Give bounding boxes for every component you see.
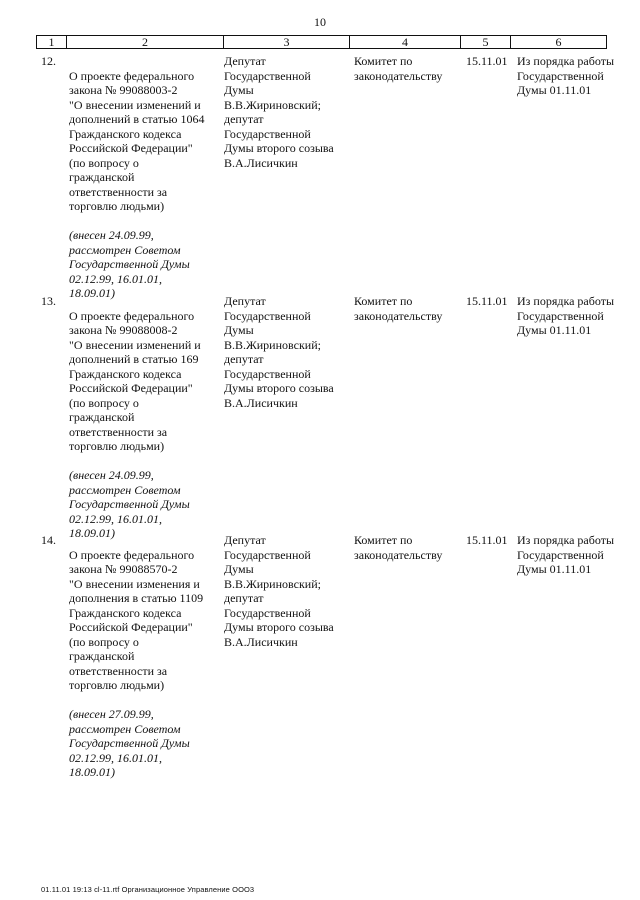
decision: Из порядка работы Государственной Думы 01.11.01 xyxy=(517,294,615,337)
row-number: 13. xyxy=(41,294,56,308)
bill-title: О проекте федерального закона № 99088570-2 "О внесении изменения и дополнения в статью 1109 Гражданского кодекса Российской Федерации" (по вопросу о гражданской ответственности за торговлю людьми) xyxy=(69,547,204,692)
column-header-4: 4 xyxy=(350,36,461,49)
document-footer: 01.11.01 19:13 cl-11.rtf Организационное Управление ООО3 xyxy=(41,885,255,894)
page-number: 10 xyxy=(314,15,326,29)
column-header-6: 6 xyxy=(511,36,607,49)
column-header-2: 2 xyxy=(67,36,224,49)
date: 15.11.01 xyxy=(466,294,508,308)
author: Депутат Государственной Думы В.В.Жириновский; депутат Государственной Думы второго созыва В.А.Лисичкин xyxy=(224,294,334,410)
column-header-table xyxy=(36,35,607,49)
committee: Комитет по законодательству xyxy=(354,54,443,83)
bill-title-cell xyxy=(69,533,221,794)
column-header-3: 3 xyxy=(224,36,350,49)
column-header-row xyxy=(37,36,607,49)
bill-note: (внесен 24.09.99, рассмотрен Советом Государственной Думы 02.12.99, 16.01.01, 18.09.01) xyxy=(69,468,190,540)
decision: Из порядка работы Государственной Думы 01.11.01 xyxy=(517,533,615,576)
bill-title-cell xyxy=(69,294,221,555)
date: 15.11.01 xyxy=(466,54,508,68)
bill-title: О проекте федерального закона № 99088003-2 "О внесении изменений и дополнений в статью 1064 Гражданского кодекса Российской Федерации" (по вопросу о гражданской ответственности за торговлю людьми) xyxy=(69,68,205,213)
bill-note: (внесен 24.09.99, рассмотрен Советом Государственной Думы 02.12.99, 16.01.01, 18.09.01) xyxy=(69,228,190,300)
row-number: 12. xyxy=(41,54,56,68)
column-header-5: 5 xyxy=(461,36,511,49)
bill-title-cell xyxy=(69,54,221,315)
bill-note: (внесен 27.09.99, рассмотрен Советом Государственной Думы 02.12.99, 16.01.01, 18.09.01) xyxy=(69,707,190,779)
column-header-1: 1 xyxy=(37,36,67,49)
author: Депутат Государственной Думы В.В.Жириновский; депутат Государственной Думы второго созыва В.А.Лисичкин xyxy=(224,533,334,649)
committee: Комитет по законодательству xyxy=(354,294,443,323)
date: 15.11.01 xyxy=(466,533,508,547)
row-number: 14. xyxy=(41,533,56,547)
decision: Из порядка работы Государственной Думы 01.11.01 xyxy=(517,54,615,97)
bill-title: О проекте федерального закона № 99088008-2 "О внесении изменений и дополнений в статью 169 Гражданского кодекса Российской Федерации" (по вопросу о гражданской ответственности за торговлю людьми) xyxy=(69,308,201,453)
committee: Комитет по законодательству xyxy=(354,533,443,562)
author: Депутат Государственной Думы В.В.Жириновский; депутат Государственной Думы второго созыва В.А.Лисичкин xyxy=(224,54,334,170)
